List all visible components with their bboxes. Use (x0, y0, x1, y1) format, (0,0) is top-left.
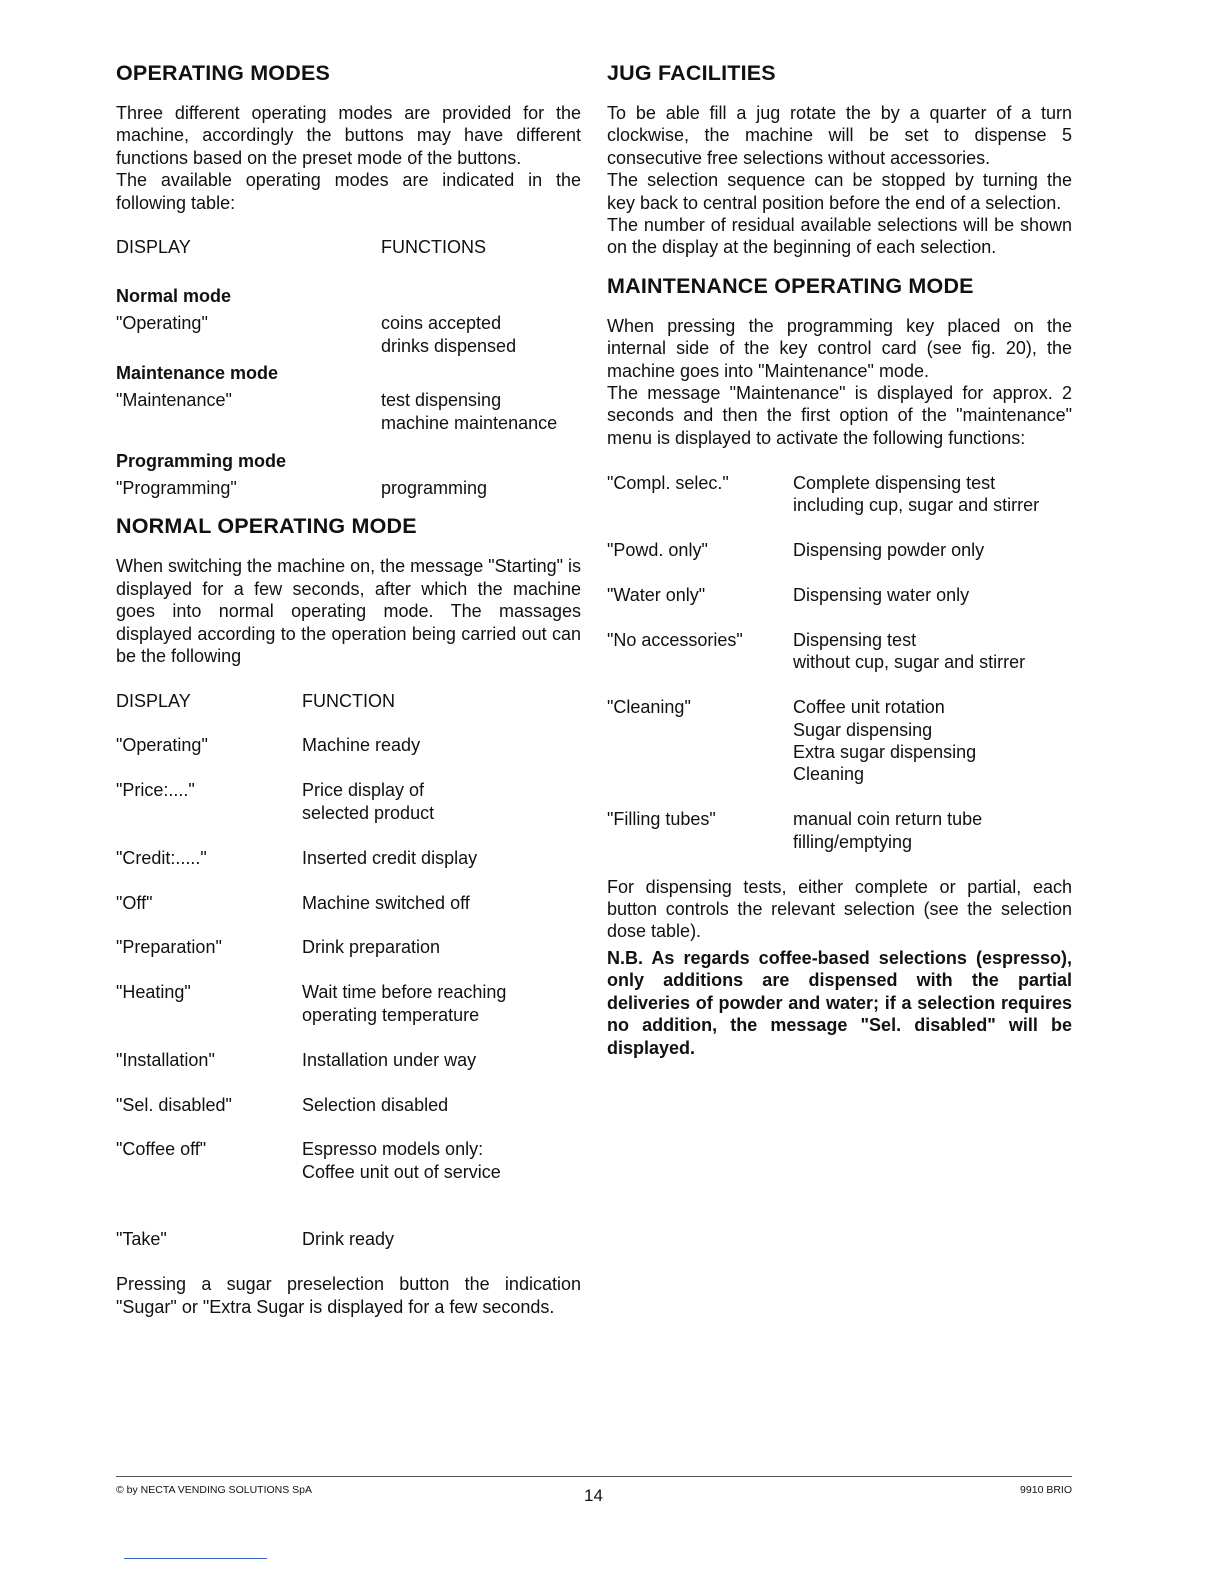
row-function (302, 1049, 581, 1071)
maintenance-row (607, 696, 1072, 786)
row-function (793, 629, 1072, 674)
row-function (302, 779, 581, 824)
row-function-line: Drink ready (302, 1229, 395, 1250)
right-column (607, 58, 1072, 1059)
mode-row (116, 477, 581, 499)
row-function (793, 584, 1072, 606)
mode-function-line: programming (381, 478, 488, 499)
modes-table-header (116, 236, 581, 258)
operating-modes-intro2: The available operating modes are indicated in the following table: (116, 170, 581, 213)
mode-block-programming (116, 450, 581, 499)
row-display: "Price:...." (116, 780, 195, 801)
row-function (793, 696, 1072, 786)
row-function-line: Dispensing test (793, 629, 917, 650)
maintenance-p1: When pressing the programming key placed on the internal side of the key control card (see fig. 20), the machine goes into "Maintenance" mode. (607, 315, 1072, 381)
row-function (302, 734, 581, 756)
mode-row (116, 312, 581, 357)
row-function-line: selected product (302, 802, 435, 823)
row-function-line: Complete dispensing test (793, 472, 996, 493)
mode-functions (381, 477, 581, 499)
row-function-line: manual coin return tube (793, 809, 983, 830)
normal-row (116, 892, 581, 914)
page-number: 14 (584, 1486, 603, 1505)
row-function-line: Price display of (302, 780, 425, 801)
modes-col-display: DISPLAY (116, 237, 191, 258)
maintenance-row (607, 539, 1072, 561)
row-function (793, 539, 1072, 561)
row-function-line: Cleaning (793, 764, 865, 785)
row-display: "Take" (116, 1229, 167, 1250)
left-column (116, 58, 581, 1318)
row-function-line: Selection disabled (302, 1094, 449, 1115)
jug-p3: The number of residual available selections will be shown on the display at the beginning of each selection. (607, 215, 1072, 258)
maintenance-title: MAINTENANCE OPERATING MODE (607, 273, 974, 298)
jug-title: JUG FACILITIES (607, 61, 776, 85)
mode-heading: Programming mode (116, 451, 287, 472)
normal-row (116, 981, 581, 1026)
normal-row (116, 1138, 581, 1183)
row-display: "Operating" (116, 735, 208, 756)
maintenance-p3: For dispensing tests, either complete or partial, each button controls the relevant selection (see the selection dose table). (607, 876, 1072, 942)
row-function (302, 1094, 581, 1116)
row-function (793, 472, 1072, 517)
normal-row (116, 779, 581, 824)
modes-col-functions: FUNCTIONS (381, 237, 486, 258)
mode-function-line: test dispensing (381, 390, 502, 411)
row-display: "Coffee off" (116, 1139, 207, 1160)
mode-functions (381, 389, 581, 434)
row-display: "Heating" (116, 982, 191, 1003)
row-display: "Powd. only" (607, 540, 708, 561)
row-function (302, 892, 581, 914)
row-function-line: without cup, sugar and stirrer (793, 652, 1026, 673)
row-function (302, 847, 581, 869)
mode-display: "Maintenance" (116, 390, 232, 411)
row-function-line: Sugar dispensing (793, 719, 933, 740)
mode-function-line: coins accepted (381, 313, 502, 334)
normal-table-header (116, 690, 581, 712)
footer-divider (116, 1476, 1072, 1477)
maintenance-row (607, 472, 1072, 517)
mode-functions (381, 312, 581, 357)
row-display: "Off" (116, 892, 153, 913)
normal-row (116, 734, 581, 756)
row-display: "Sel. disabled" (116, 1094, 232, 1115)
normal-mode-title: NORMAL OPERATING MODE (116, 514, 417, 539)
row-function-line: Inserted credit display (302, 847, 478, 868)
row-function-line: Dispensing water only (793, 585, 970, 605)
row-display: "No accessories" (607, 629, 743, 650)
row-function-line: Installation under way (302, 1049, 477, 1070)
maintenance-p2: The message "Maintenance" is displayed for approx. 2 seconds and then the first option of the "maintenance" menu is displayed to activate the following functions: (607, 383, 1072, 448)
maintenance-note: N.B. As regards coffee-based selections (espresso), only additions are dispensed with the partial deliveries of powder and water; if a selection requires no addition, the message "Sel. disabled" will be displayed. (607, 947, 1072, 1058)
normal-row (116, 847, 581, 869)
row-function (302, 936, 581, 958)
normal-mode-intro: When switching the machine on, the message "Starting" is displayed for a few seconds, after which the machine goes into normal operating mode. The massages displayed according to the operation being carried out can be the following (116, 556, 582, 667)
maintenance-row (607, 808, 1072, 853)
mode-heading: Normal mode (116, 286, 232, 307)
normal-col-display: DISPLAY (116, 690, 191, 711)
row-function-line: including cup, sugar and stirrer (793, 495, 1040, 516)
row-function (302, 981, 581, 1026)
footer-copyright: © by NECTA VENDING SOLUTIONS SpA (116, 1484, 313, 1496)
row-function-line: operating temperature (302, 1004, 480, 1025)
row-function (302, 1138, 581, 1183)
row-display: "Installation" (116, 1049, 215, 1070)
mode-function-line: machine maintenance (381, 412, 558, 433)
row-display: "Water only" (607, 585, 706, 605)
normal-row (116, 1049, 581, 1071)
normal-col-function: FUNCTION (302, 690, 395, 711)
normal-row (116, 936, 581, 958)
normal-row (116, 1228, 581, 1250)
sugar-note: Pressing a sugar preselection button the indication "Sugar" or "Extra Sugar is displayed for a few seconds. (116, 1274, 581, 1317)
mode-display: "Programming" (116, 478, 237, 499)
mode-display: "Operating" (116, 313, 208, 334)
row-function-line: Drink preparation (302, 937, 441, 958)
row-display: "Cleaning" (607, 697, 691, 718)
row-function-line: Coffee unit rotation (793, 697, 945, 718)
scan-artifact-line (124, 1558, 267, 1559)
row-function (302, 1228, 581, 1250)
jug-p1: To be able fill a jug rotate the by a quarter of a turn clockwise, the machine will be set to dispense 5 consecutive free selections without accessories. (607, 103, 1072, 168)
row-function-line: Coffee unit out of service (302, 1161, 501, 1182)
row-function-line: Extra sugar dispensing (793, 742, 977, 763)
operating-modes-title: OPERATING MODES (116, 61, 331, 85)
row-function-line: Espresso models only: (302, 1139, 484, 1160)
mode-block-maintenance (116, 362, 581, 434)
row-function-line: Machine ready (302, 735, 421, 756)
operating-modes-intro: Three different operating modes are provided for the machine, accordingly the buttons may have different functions based on the preset mode of the buttons. (116, 103, 581, 168)
row-display: "Compl. selec." (607, 472, 729, 493)
row-function-line: Dispensing powder only (793, 540, 985, 561)
row-function-line: Wait time before reaching (302, 982, 507, 1003)
mode-heading: Maintenance mode (116, 363, 279, 384)
maintenance-row (607, 629, 1072, 674)
row-display: "Credit:....." (116, 847, 207, 868)
mode-block-normal (116, 285, 581, 357)
row-function-line: filling/emptying (793, 831, 913, 852)
mode-function-line: drinks dispensed (381, 335, 517, 356)
row-display: "Filling tubes" (607, 809, 716, 830)
maintenance-row (607, 584, 1072, 606)
row-function (793, 808, 1072, 853)
mode-row (116, 389, 581, 434)
row-display: "Preparation" (116, 937, 222, 958)
row-function-line: Machine switched off (302, 892, 470, 913)
jug-p2: The selection sequence can be stopped by turning the key back to central position before the end of a selection. (607, 170, 1072, 213)
normal-row (116, 1094, 581, 1116)
footer-doc-code: 9910 BRIO (1020, 1484, 1072, 1496)
